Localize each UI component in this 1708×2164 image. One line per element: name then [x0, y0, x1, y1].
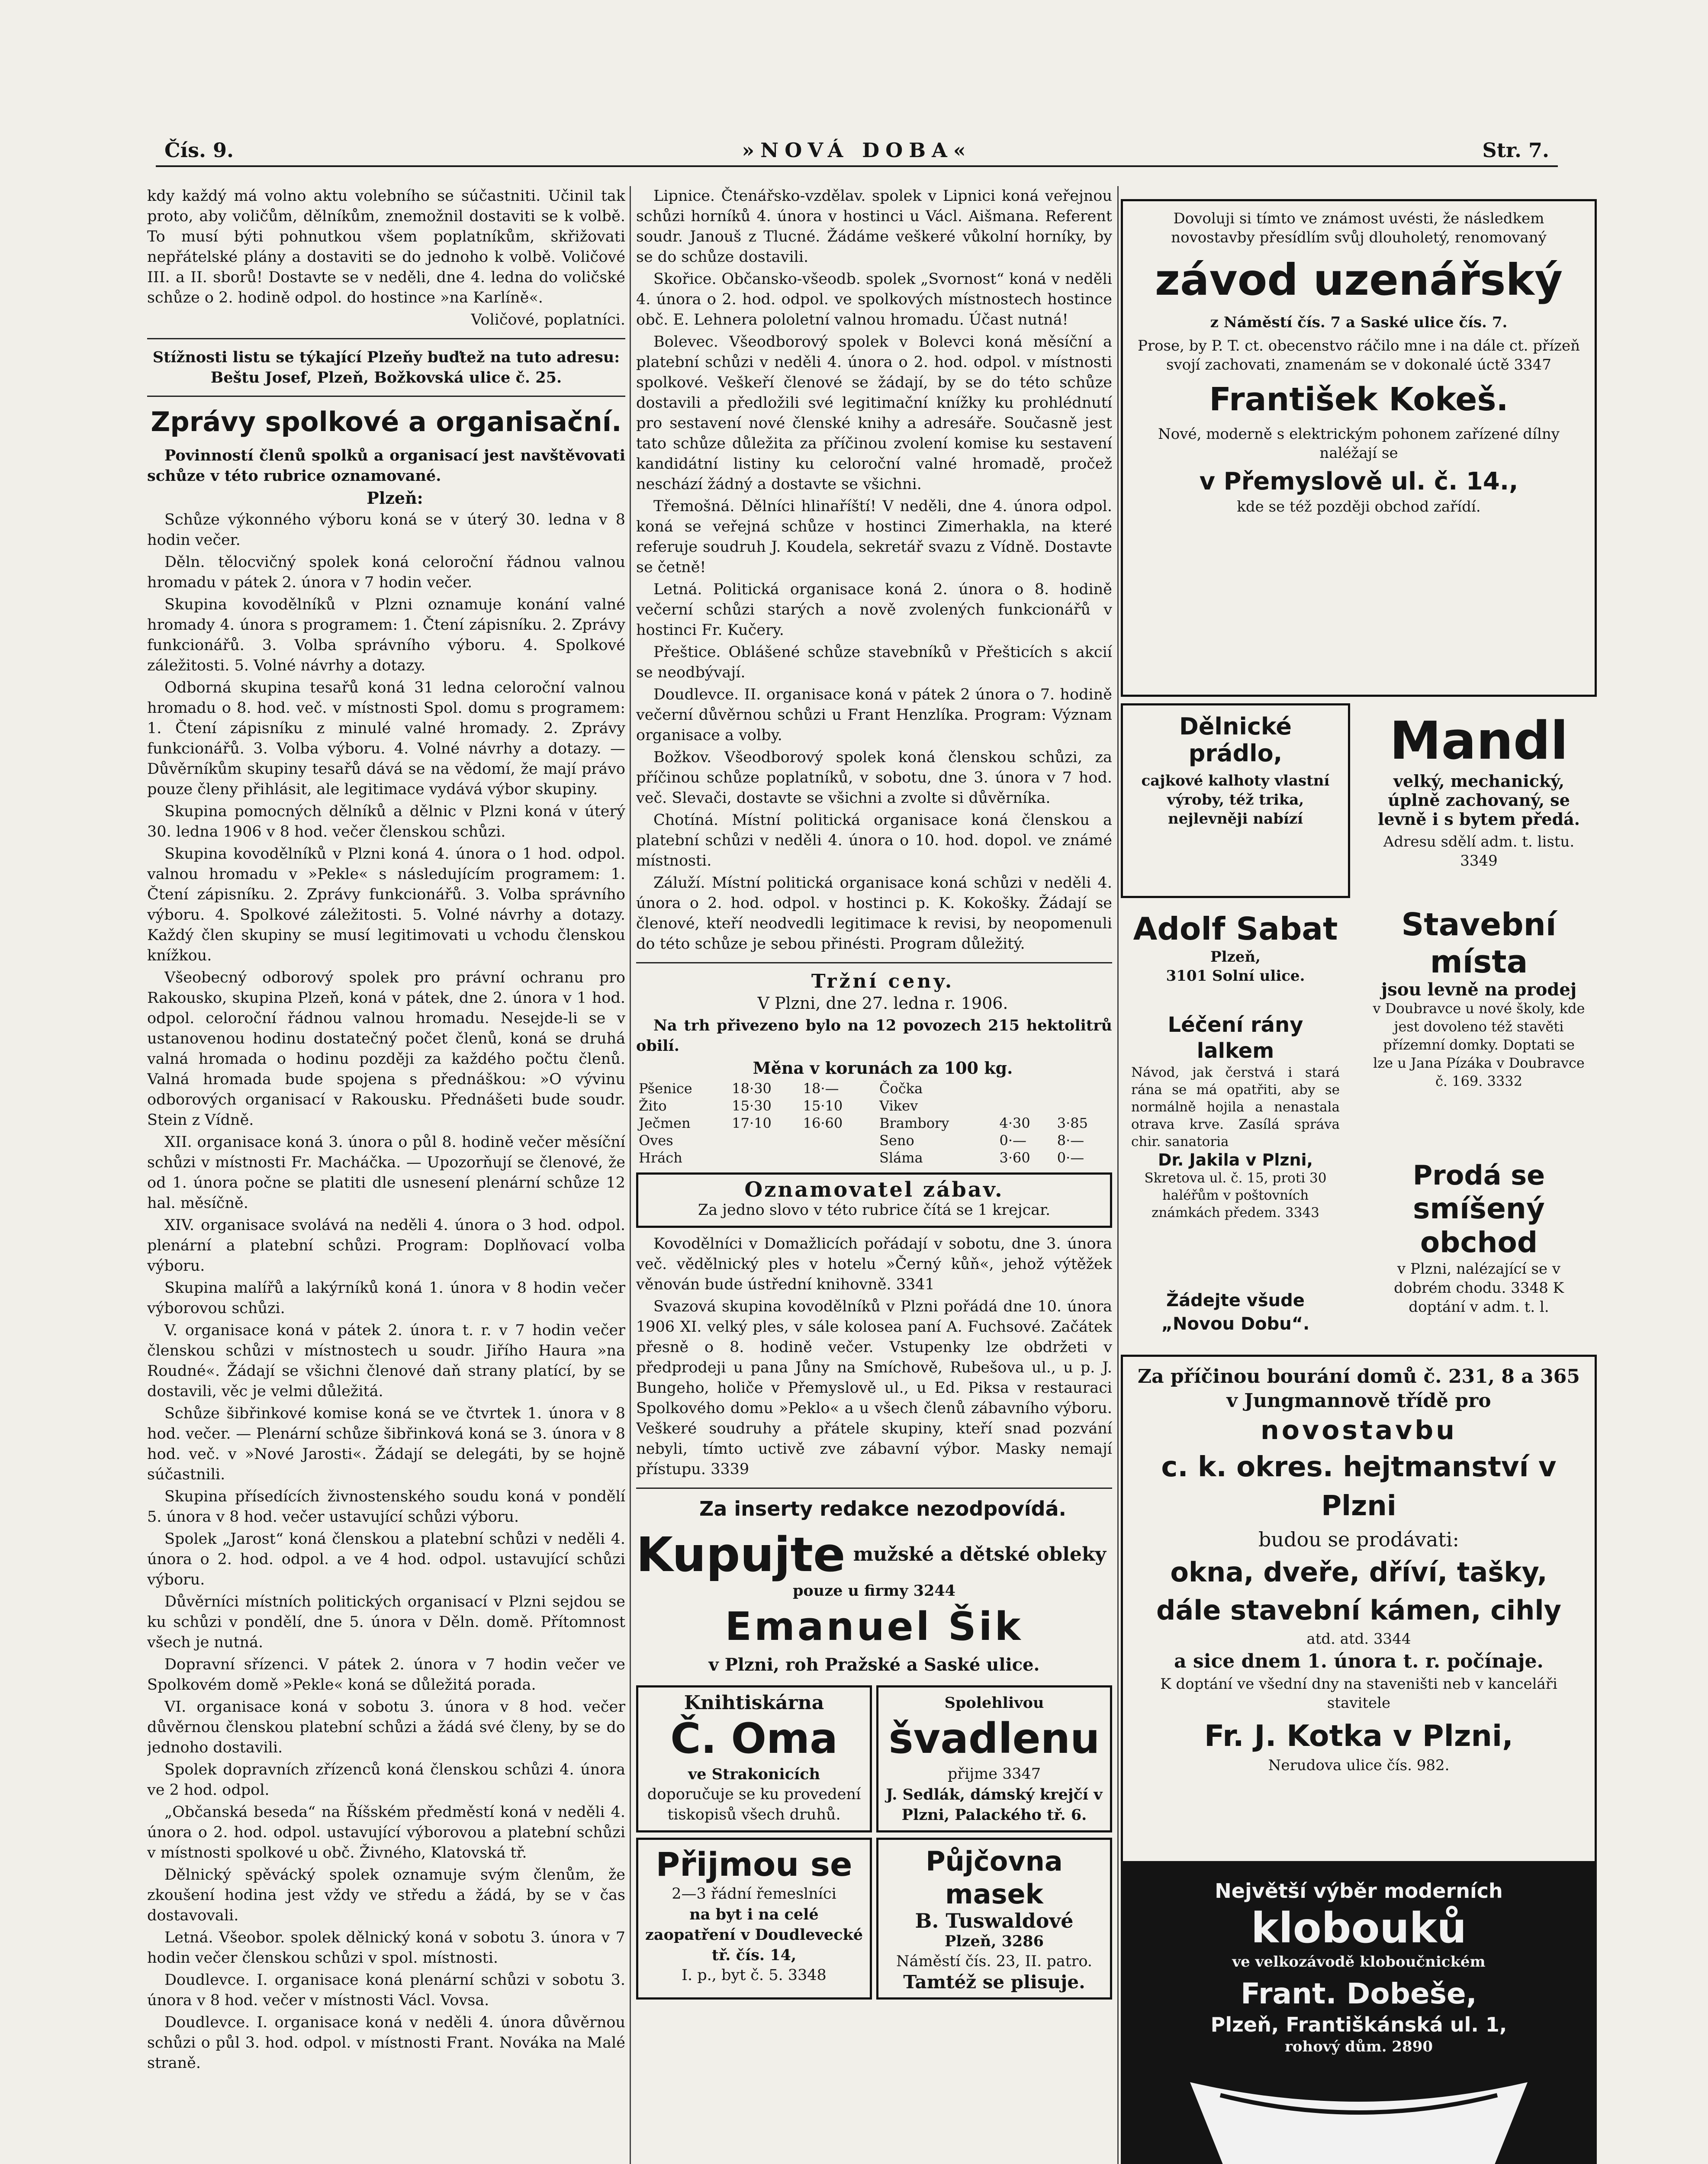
table-row [877, 1132, 1112, 1149]
duty-note: Povinností členů spolků a organisací jest navštěvovati schůze v této rubrice oznamované. [147, 447, 625, 485]
commodity: Ječmen [639, 1115, 691, 1131]
uzenar-name: František Kokeš. [1209, 381, 1509, 418]
table-row [636, 1080, 872, 1097]
price-high: 3·60 [999, 1150, 1030, 1166]
pradlo-items: cajkové kalhoty vlastní výroby, též trika, nejlevněji nabízí [1141, 772, 1330, 828]
column-rule [630, 186, 631, 2164]
masky-note: Tamtéž se plisuje. [903, 1971, 1085, 1993]
divider [636, 962, 1112, 963]
klobouk-sub: ve velkozávodě kloboučnickém [1232, 1953, 1486, 1971]
rana-name: Dr. Jakila v Plzni, [1158, 1150, 1313, 1169]
notice: Třemošná. Dělníci hlinaříští! V neděli, dne 4. února odpol. koná se veřejná schůze v hostinci Zimerhakla, na které referuje soudruh J. Koudela, sekretář svazu z Vídně. Dostavte se četně! [636, 498, 1112, 576]
commodity: Hrách [639, 1150, 682, 1166]
notice: Schůze výkonného výboru koná se v úterý 30. ledna v 8 hodin večer. [147, 511, 625, 549]
klobouk-addr: Plzeň, Františkánská ul. 1, [1210, 2013, 1507, 2036]
notice: V. organisace koná v pátek 2. února t. r. v 7 hodin večer členskou schůzi v místnostech u soudr. Jiřího Haura »na Roudné«. Žádají se všichni členové daň strany platící, by se dostavili, věc je velmi důležitá. [147, 1322, 625, 1400]
obchod-big: smíšený obchod [1413, 1192, 1545, 1259]
price-high [729, 1132, 800, 1149]
price-low [801, 1132, 872, 1149]
notice: Bolevec. Všeodborový spolek v Bolevci koná měsíční a platební schůzi v neděli 4. února o 2. hod. odpol. v místnosti spolkové. Veškeří členové se žádají, by se do této schůze dostavili a předložili své legitimační knížky ku prohlédnutí pro sestavení nové členské knihy a adresáře. Současně jest tato schůze důležita za příčinou zvolení komise ku sestavení kandidátní listiny ku celoroční valné hromadě, pročež neschází žádný a dostavte se všichni. [636, 333, 1112, 493]
notice: Letná. Politická organisace koná 2. února o 8. hodině večerní schůzi starých a nově zvolených funkcionářů v hostinci Fr. Kučery. [636, 581, 1112, 639]
market-note: Na trh přivezeno bylo na 12 povozech 215 hektolitrů obilí. [636, 1017, 1112, 1055]
ad-rana [1121, 1004, 1350, 1272]
commodity: Čočka [879, 1080, 923, 1097]
table-row [877, 1114, 1112, 1132]
hat-icon [1164, 2065, 1554, 2164]
column-rule [1117, 186, 1119, 2164]
price-high [997, 1097, 1054, 1114]
notice: Přeštice. Oblášené schůze stavebníků v Přešticích s akcií se neodbývají. [636, 644, 1112, 681]
column-2 [636, 186, 1112, 2164]
uzenar-intro: Dovoluji si tímto ve známost uvésti, že následkem novostavby přesídlím svůj dlouholetý, renomovaný [1171, 210, 1547, 246]
notice: Doudlevce. I. organisace koná v neděli 4. února důvěrnou schůzi o půl 3. hod. odpol. v místnosti Frant. Nováka na Malé straně. [147, 2014, 625, 2072]
price-low: 18·— [803, 1080, 839, 1097]
kotka-word: novostavbu [1261, 1415, 1457, 1446]
knih-city: ve Strakonicích [688, 1765, 820, 1783]
issue-number: Čís. 9. [164, 138, 234, 162]
ad-obchod [1361, 1151, 1597, 1342]
commodity: Žito [639, 1098, 667, 1114]
notice: XIV. organisace svolává na neděli 4. února o 3 hod. odpol. plenární a platební schůzi. Program: Doplňovací volba výboru. [147, 1217, 625, 1275]
kupujte-title: Kupujte [636, 1527, 846, 1582]
kupujte-side: mužské a dětské obleky [853, 1543, 1107, 1565]
notice: Skupina přísedících živnostenského soudu koná v pondělí 5. února v 8 hod. večer ustavující schůzi výboru. [147, 1488, 625, 1526]
kotka-note: K doptání ve všední dny na staveništi neb v kanceláři stavitele [1160, 1675, 1557, 1712]
obchod-title: Prodá se [1412, 1159, 1545, 1191]
event-notice: Svazová skupina kovodělníků v Plzni pořádá dne 10. února 1906 XI. velký ples, v sále kolosea paní A. Fuchsové. Začátek přesně o 8. hodině večer. Vstupenky lze obdržeti v předprodeji u pana Jůny na Smíchově, Rubešova ul., u p. J. Bungeho, holiče v Přemyslově ul., u Ed. Piksa v restauraci Spolkového domu »Peklo« a u všech členů zábavního výboru. Veškeré soudruhy a přátele skupiny, kteří snad pozvání nebyli, tímto uctivě zve zábavní výbor. Masky nemají přístupu. 3339 [636, 1298, 1112, 1478]
price-low: 16·60 [803, 1115, 843, 1131]
price-low: 15·10 [803, 1098, 843, 1114]
uzenar-body: Prose, by P. T. ct. obecenstvo ráčilo mne i na dále ct. přízeň svojí zachovati, znamenám se v dokonalé úctě 3347 [1137, 337, 1580, 374]
price-low [1055, 1080, 1112, 1097]
kotka-sells: budou se prodávati: [1258, 1528, 1460, 1551]
table-row [636, 1097, 872, 1114]
prijmou-sub: 2—3 řádní řemeslníci [672, 1885, 836, 1903]
prijmou-body: na byt i na celé zaopatření v Doudlevecké tř. čís. 14, [645, 1906, 863, 1964]
event-notice: Kovodělníci v Domažlicích pořádají v sobotu, dne 3. února več. vědělnický ples v hotelu »Černý kůň«, jehož výtěžek věnován bude ústřední knihovně. 3341 [636, 1235, 1112, 1293]
intro-paragraph: kdy každý má volno aktu volebního se súčastniti. Učinil tak proto, aby voličům, dělníkům, znemožnil dostaviti se k volbě. To musí býti pohnutkou všem poplatníkům, skřižovati nepřátelské plány a dostaviti se do jednoho k volbě. Voličové III. a II. sborů! Dostavte se v neděli, dne 4. ledna do voličské schůze o 2. hodině odpol. do hostince »na Karlíně«. [147, 187, 625, 306]
notice: Doudlevce. II. organisace koná v pátek 2 února o 7. hodině večerní důvěrnou schůzi u Frant Henzlíka. Program: Význam organisace a volby. [636, 686, 1112, 744]
knih-name: Č. Oma [670, 1714, 838, 1763]
notice: Záluží. Místní politická organisace koná schůzi v neděli 4. února o 2. hod. odpol. v hostinci p. K. Kokošky. Žádají se členové, kteří neodvedli legitimace k revisi, by neopomenuli do této schůze je sebou přinésti. Program důležitý. [636, 874, 1112, 953]
price-tables [636, 1080, 1112, 1166]
ad-sabat [1121, 902, 1350, 1002]
masky-title: Půjčovna masek [926, 1845, 1063, 1910]
small-ads-row [636, 1683, 1112, 1835]
kupujte-name: Emanuel Šik [725, 1604, 1023, 1649]
market-title: Tržní ceny. [811, 970, 955, 992]
knih-body: doporučuje se ku provedení tiskopisů všech druhů. [647, 1786, 861, 1823]
notice: Spolek dopravních zřízenců koná členskou schůzi 4. února ve 2 hod. odpol. [147, 1761, 625, 1799]
rana-addr: Skretova ul. č. 15, proti 30 haléřům v poštovních známkách předem. 3343 [1144, 1170, 1327, 1220]
price-high: 15·30 [732, 1098, 772, 1114]
kotka-etc: atd. atd. 3344 [1306, 1630, 1411, 1648]
ad-mandl [1361, 703, 1597, 894]
mandl-addr: Adresu sdělí adm. t. listu. 3349 [1383, 833, 1575, 869]
kotka-date: a sice dnem 1. února t. r. počínaje. [1174, 1650, 1544, 1672]
mista-body: v Doubravce u nové školy, kde jest dovoleno též stavěti přízemní domky. Doptati se lze u Jana Pízáka v Doubravce č. 169. 3332 [1373, 1000, 1585, 1089]
table-row [636, 1149, 872, 1166]
uzenar-body2: Nové, moderně s elektrickým pohonem zařízené dílny naléžají se [1158, 425, 1560, 462]
masthead-title: »NOVÁ DOBA« [742, 138, 972, 162]
klobouk-title: klobouků [1251, 1904, 1467, 1952]
market-date: V Plzni, dne 27. ledna r. 1906. [757, 994, 1008, 1013]
commodity: Oves [639, 1132, 673, 1149]
notice: Všeobecný odborový spolek pro právní ochranu pro Rakousko, skupina Plzeň, koná v pátek, dne 2. února v 1 hod. odpol. celoroční řádnou valnou hromadu. Nesejde-li se v ustanovenou hodinu dostatečný počet členů, koná se druhá valná hromada o hodinu později za každého počtu členů. Valná hromada bude spojena s přednáškou: »O vývinu odborových organisací v Rakousku. Přednášeti bude soudr. Stein z Vídně. [147, 969, 625, 1129]
knih-title: Knihtiskárna [684, 1692, 824, 1714]
prijmou-addr: I. p., byt č. 5. 3348 [682, 1967, 827, 1984]
klobouk-name: Frant. Dobeše, [1241, 1977, 1477, 2010]
table-row [877, 1097, 1112, 1114]
fun-title: Oznamovatel zábav. [744, 1178, 1004, 1202]
notice: Skupina pomocných dělníků a dělnic v Plzni koná v úterý 30. ledna 1906 v 8 hod. večer členskou schůzi. [147, 803, 625, 840]
ad-klobouky [1121, 1861, 1597, 2164]
divider [147, 396, 625, 397]
price-table-left [636, 1080, 872, 1166]
notice: XII. organisace koná 3. února o půl 8. hodině večer měsíční schůzi v místnosti Fr. Macháčka. — Upozorňují se členové, že od 1. února počne se platiti dle usnesení plenární schůze 12 hal. měsíčně. [147, 1134, 625, 1212]
kotka-items: okna, dveře, dříví, tašky, dále stavební kámen, cihly [1156, 1556, 1562, 1626]
price-low [801, 1149, 872, 1166]
disclaimer: Za inserty redakce nezodpovídá. [699, 1497, 1067, 1520]
column-1 [147, 186, 625, 2164]
klobouk-foot: rohový dům. 2890 [1284, 2038, 1433, 2055]
notice: Odborná skupina tesařů koná 31 ledna celoroční valnou hromadu o 8. hod. več. v místnosti Spol. domu s programem: 1. Čtení zápisníku z minulé valné hromady. 2. Zprávy funkcionářů. 3. Volba výboru. 4. Volné návrhy a dotazy. — Důvěrníkům skupiny tesařů dává se na vědomí, že mají právo pouze členy přihlásit, ale legitimace vydává výbor skupiny. [147, 679, 625, 798]
price-low: 8·— [1057, 1132, 1084, 1149]
notice: „Občanská beseda“ na Říšském předměstí koná v neděli 4. února o 2. hod. odpol. ustavující výborovou a platební schůzi v místnosti spolkové u obč. Živného, Klatovská tř. [147, 1803, 625, 1861]
notice: Důvěrníci místních politických organisací v Plzni sejdou se ku schůzi v pondělí, dne 5. února v Děln. domě. Přítomnost všech je nutná. [147, 1593, 625, 1651]
city-heading: Plzeň: [367, 488, 423, 508]
sabat-name: Adolf Sabat [1133, 911, 1338, 947]
uzenar-title: závod uzenářský [1155, 254, 1563, 305]
notice: Skořice. Občansko-všeodb. spolek „Svornost“ koná v neděli 4. února o 2. hod. odpol. ve spolkových místnostech hostince obč. E. Lehnera pololetní valnou hromadu. Účast nutná! [636, 270, 1112, 328]
table-row [636, 1114, 872, 1132]
table-row [877, 1080, 1112, 1097]
section-heading: Zprávy spolkové a organisační. [151, 406, 622, 438]
uzenar-addr: z Náměstí čís. 7 a Saské ulice čís. 7. [1210, 314, 1508, 331]
notice: Děln. tělocvičný spolek koná celoroční řádnou valnou hromadu v pátek 2. února v 7 hodin večer. [147, 554, 625, 591]
ad-masky [876, 1838, 1112, 2000]
small-ads-row-2 [636, 1835, 1112, 2002]
ad-knihtiskarna [636, 1685, 872, 1832]
price-high: 0·— [999, 1132, 1027, 1149]
rana-title: Léčení rány lalkem [1168, 1013, 1303, 1063]
intro-signature: Voličové, poplatníci. [471, 311, 625, 328]
fun-announcer-box [636, 1172, 1112, 1228]
sabat-city: Plzeň, [1210, 948, 1261, 966]
notice: Spolek „Jarost“ koná členskou a platební schůzi v neděli 4. února o 2. hod. odpol. a ve 4 hod. odpol. ustavující schůzi výboru. [147, 1530, 625, 1588]
price-low: 0·— [1057, 1150, 1084, 1166]
kotka-name: Fr. J. Kotka v Plzni, [1204, 1719, 1514, 1753]
mandl-body: velký, mechanický, úplně zachovaný, se levně i s bytem předá. [1377, 771, 1580, 829]
notice: Letná. Všeobor. spolek dělnický koná v sobotu 3. února v 7 hodin večer členskou schůzi v spol. místnosti. [147, 1929, 625, 1967]
price-high [729, 1149, 800, 1166]
commodity: Vikev [879, 1098, 918, 1114]
ad-pradlo [1121, 703, 1350, 898]
ad-mista [1361, 898, 1597, 1149]
ad-svadlena [876, 1685, 1112, 1832]
notice: Dělnický spěvácký spolek oznamuje svým členům, že zkoušení hodina jest vždy ve středu a žádá, by se v čas dostavovali. [147, 1866, 625, 1924]
notice: Božkov. Všeodborový spolek koná členskou schůzi, za příčinou schůze poplatníků, v sobotu, dne 3. února v 7 hod. več. Slevači, dostavte se všichni a zvolte si důvěrníka. [636, 749, 1112, 807]
svadlena-name: J. Sedlák, dámský krejčí v Plzni, Palackého tř. 6. [886, 1786, 1103, 1824]
nova-doba-text: Žádejte všude „Novou Dobu“. [1161, 1291, 1310, 1334]
notice: Skupina malířů a lakýrníků koná 1. února v 8 hodin večer výborovou schůzi. [147, 1279, 625, 1317]
page-header [156, 135, 1558, 167]
table-row [877, 1149, 1112, 1166]
divider [147, 338, 625, 339]
table-row [636, 1132, 872, 1149]
notice: Chotíná. Místní politická organisace koná členskou a platební schůzi v neděli 4. února o 10. hod. dopol. ve známé místnosti. [636, 812, 1112, 869]
kotka-lead: Za příčinou bourání domů č. 231, 8 a 365 v Jungmannově třídě pro [1137, 1365, 1580, 1412]
notice: Doudlevce. I. organisace koná plenární schůzi v sobotu 3. února v 8 hod. večer v místnosti Václ. Vovsa. [147, 1971, 625, 2009]
rana-body: Návod, jak čerstvá i stará rána se má opatřiti, aby se normálně hojila a nenastala otrava krve. Zasílá správa chir. sanatoria [1131, 1065, 1340, 1150]
svadlena-title: švadlenu [888, 1714, 1100, 1763]
commodity: Sláma [879, 1150, 923, 1166]
notice: Lipnice. Čtenářsko-vzdělav. spolek v Lipnici koná veřejnou schůzi horníků 4. února v hostinci u Václ. Aišmana. Referent soudr. Janouš z Tlucné. Žádáme veškeré vůkolní horníky, by se do schůze dostavili. [636, 187, 1112, 266]
masky-city: Plzeň, 3286 [945, 1932, 1044, 1950]
masky-addr: Náměstí čís. 23, II. patro. [896, 1953, 1093, 1970]
notice: Skupina kovodělníků v Plzni koná 4. února o 1 hod. odpol. valnou hromadu v »Pekle« s následujícím programem: 1. Čtení zápisníku. 2. Zprávy funkcionářů. 3. Volba správního výboru. 4. Spolkové záležitosti. 5. Volné návrhy a dotazy. Každý člen skupiny se musí legitimovati u vchodu členskou knížkou. [147, 845, 625, 964]
commodity: Pšenice [639, 1080, 692, 1097]
price-low [1055, 1097, 1112, 1114]
pradlo-title: Dělnické prádlo, [1179, 713, 1292, 767]
price-table-right [877, 1080, 1112, 1166]
market-units: Měna v korunách za 100 kg. [753, 1058, 1013, 1078]
page-number: Str. 7. [1482, 138, 1549, 162]
notice: Schůze šibřinkové komise koná se ve čtvrtek 1. února v 8 hod. večer. — Plenární schůze šibřinková koná se 3. února v 8 hod. več. v »Nové Jarosti«. Žádají se delegáti, by se hojně súčastnili. [147, 1405, 625, 1483]
price-high: 18·30 [732, 1080, 772, 1097]
notice: Skupina kovodělníků v Plzni oznamuje konání valné hromady 4. února s programem: 1. Čtení zápisníku. 2. Zprávy funkcionářů. 3. Volba správního výboru. 4. Spolkové záležitosti. 5. Volné návrhy a dotazy. [147, 596, 625, 674]
commodity: Seno [879, 1132, 914, 1149]
complaint-notice: Stížnosti listu se týkající Plzeňy buďtež na tuto adresu: Beštu Josef, Plzeň, Božkovská ulice č. 25. [152, 348, 620, 386]
divider [636, 1488, 1112, 1489]
kupujte-row [636, 1529, 1112, 1581]
mista-sub: jsou levně na prodej [1381, 979, 1577, 1000]
ad-prijmou [636, 1838, 872, 2000]
price-low: 3·85 [1057, 1115, 1088, 1131]
ad-nova-doba [1121, 1281, 1350, 1346]
price-high: 4·30 [999, 1115, 1030, 1131]
commodity: Brambory [879, 1115, 949, 1131]
mandl-title: Mandl [1390, 711, 1568, 771]
sabat-addr: 3101 Solní ulice. [1166, 967, 1305, 985]
kupujte-mid: pouze u firmy 3244 [792, 1582, 956, 1600]
obchod-body: v Plzni, nalézající se v dobrém chodu. 3348 K doptání v adm. t. l. [1394, 1260, 1564, 1316]
kotka-addr: Nerudova ulice čís. 982. [1268, 1757, 1450, 1774]
notice: Dopravní sřízenci. V pátek 2. února v 7 hodin večer ve Spolkovém domě »Pekle« koná se důležitá porada. [147, 1656, 625, 1694]
kupujte-addr: v Plzni, roh Pražské a Saské ulice. [708, 1655, 1040, 1675]
price-high: 17·10 [732, 1115, 772, 1131]
price-high [997, 1080, 1054, 1097]
klobouk-lead: Největší výběr moderních [1215, 1879, 1503, 1903]
ad-uzenar [1121, 199, 1597, 697]
kotka-office: c. k. okres. hejtmanství v Plzni [1161, 1451, 1557, 1522]
ad-kupujte [636, 1527, 1112, 1677]
svadlena-lead: Spolehlivou [944, 1694, 1044, 1712]
mista-title: Stavební místa [1401, 906, 1557, 980]
svadlena-note: přijme 3347 [947, 1765, 1041, 1783]
uzenar-foot: kde se též později obchod zařídí. [1237, 498, 1481, 515]
masky-name: B. Tuswaldové [915, 1909, 1074, 1932]
notice: VI. organisace koná v sobotu 3. února v 8 hod. večer důvěrnou členskou platební schůzi a žádá své členy, by se do jednoho dostavili. [147, 1698, 625, 1756]
uzenar-addr2: v Přemyslově ul. č. 14., [1199, 467, 1518, 496]
prijmou-title: Přijmou se [656, 1845, 852, 1884]
fun-note: Za jedno slovo v této rubrice čítá se 1 krejcar. [698, 1201, 1051, 1219]
